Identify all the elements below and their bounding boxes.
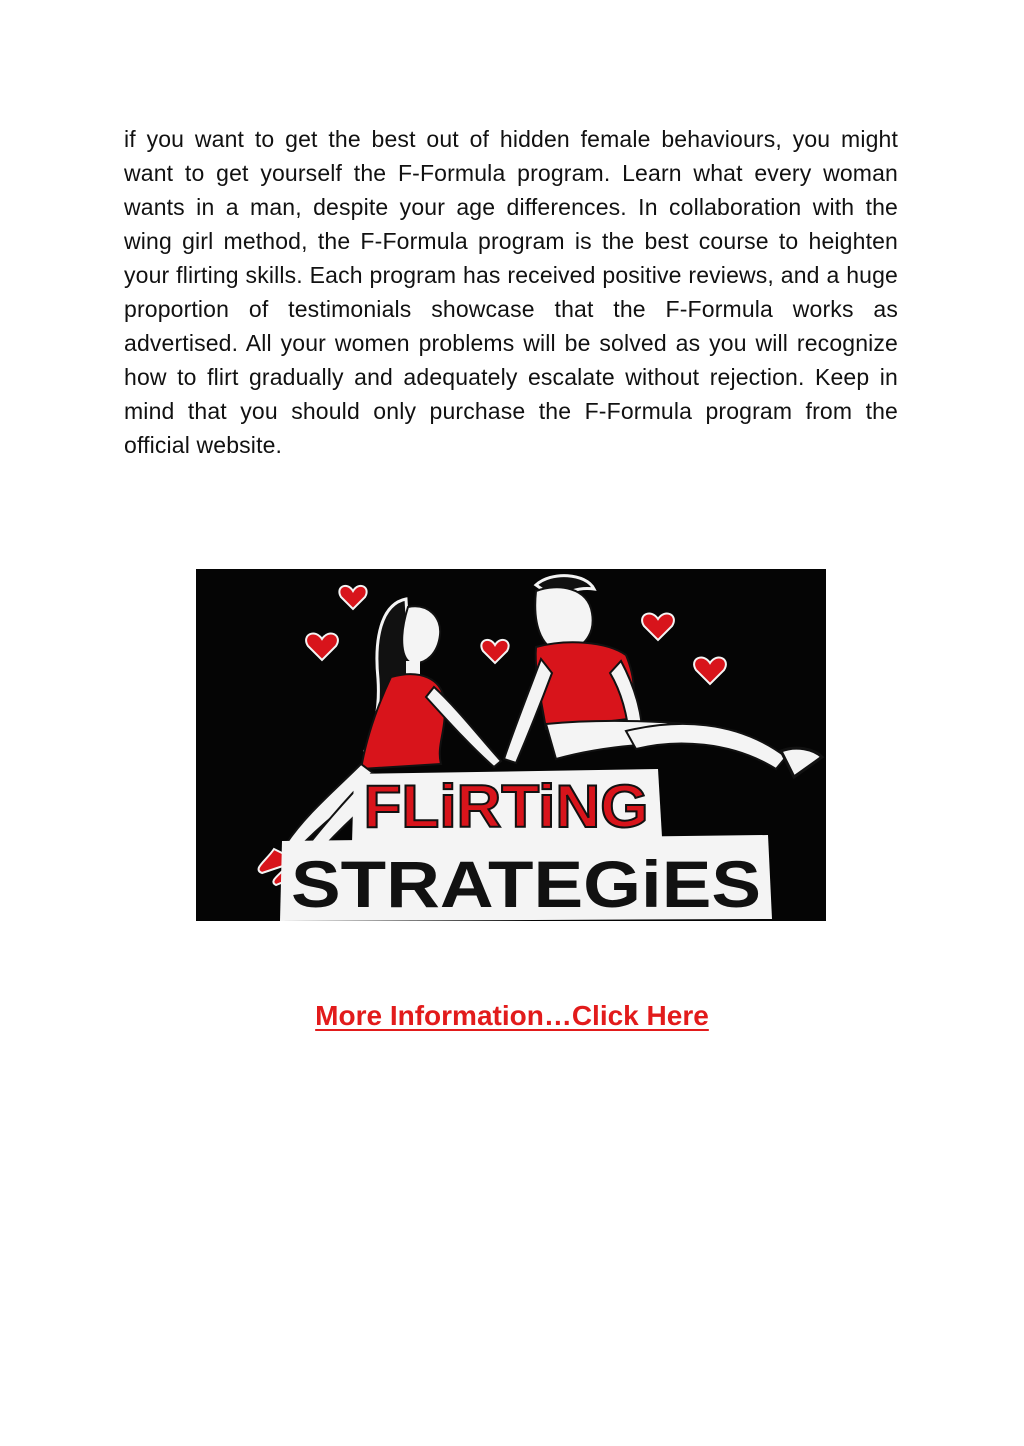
more-information-link-label: More Information…Click Here [315, 1000, 709, 1031]
sign-strategies [280, 835, 772, 921]
sign-title-line2: STRATEGiES [291, 847, 761, 921]
sign-flirting [352, 769, 662, 843]
body-paragraph: if you want to get the best out of hidden female behaviours, you might want to get yourself the F-Formula program. Learn what every woman wants in a man, despite your age differences. In collaboration with the wing girl method, the F-Formula program is the best course to heighten your flirting skills. Each program has received positive reviews, and a huge proportion of testimonials showcase that the F-Formula works as advertised. All your women problems will be solved as you will recognize how to flirt gradually and adequately escalate without rejection. Keep in mind that you should only purchase the F-Formula program from the official website. [124, 126, 898, 458]
sign-title-line1: FLiRTiNG [363, 773, 649, 840]
flirting-strategies-illustration [196, 569, 826, 921]
more-information-link[interactable] [0, 1000, 1024, 1032]
